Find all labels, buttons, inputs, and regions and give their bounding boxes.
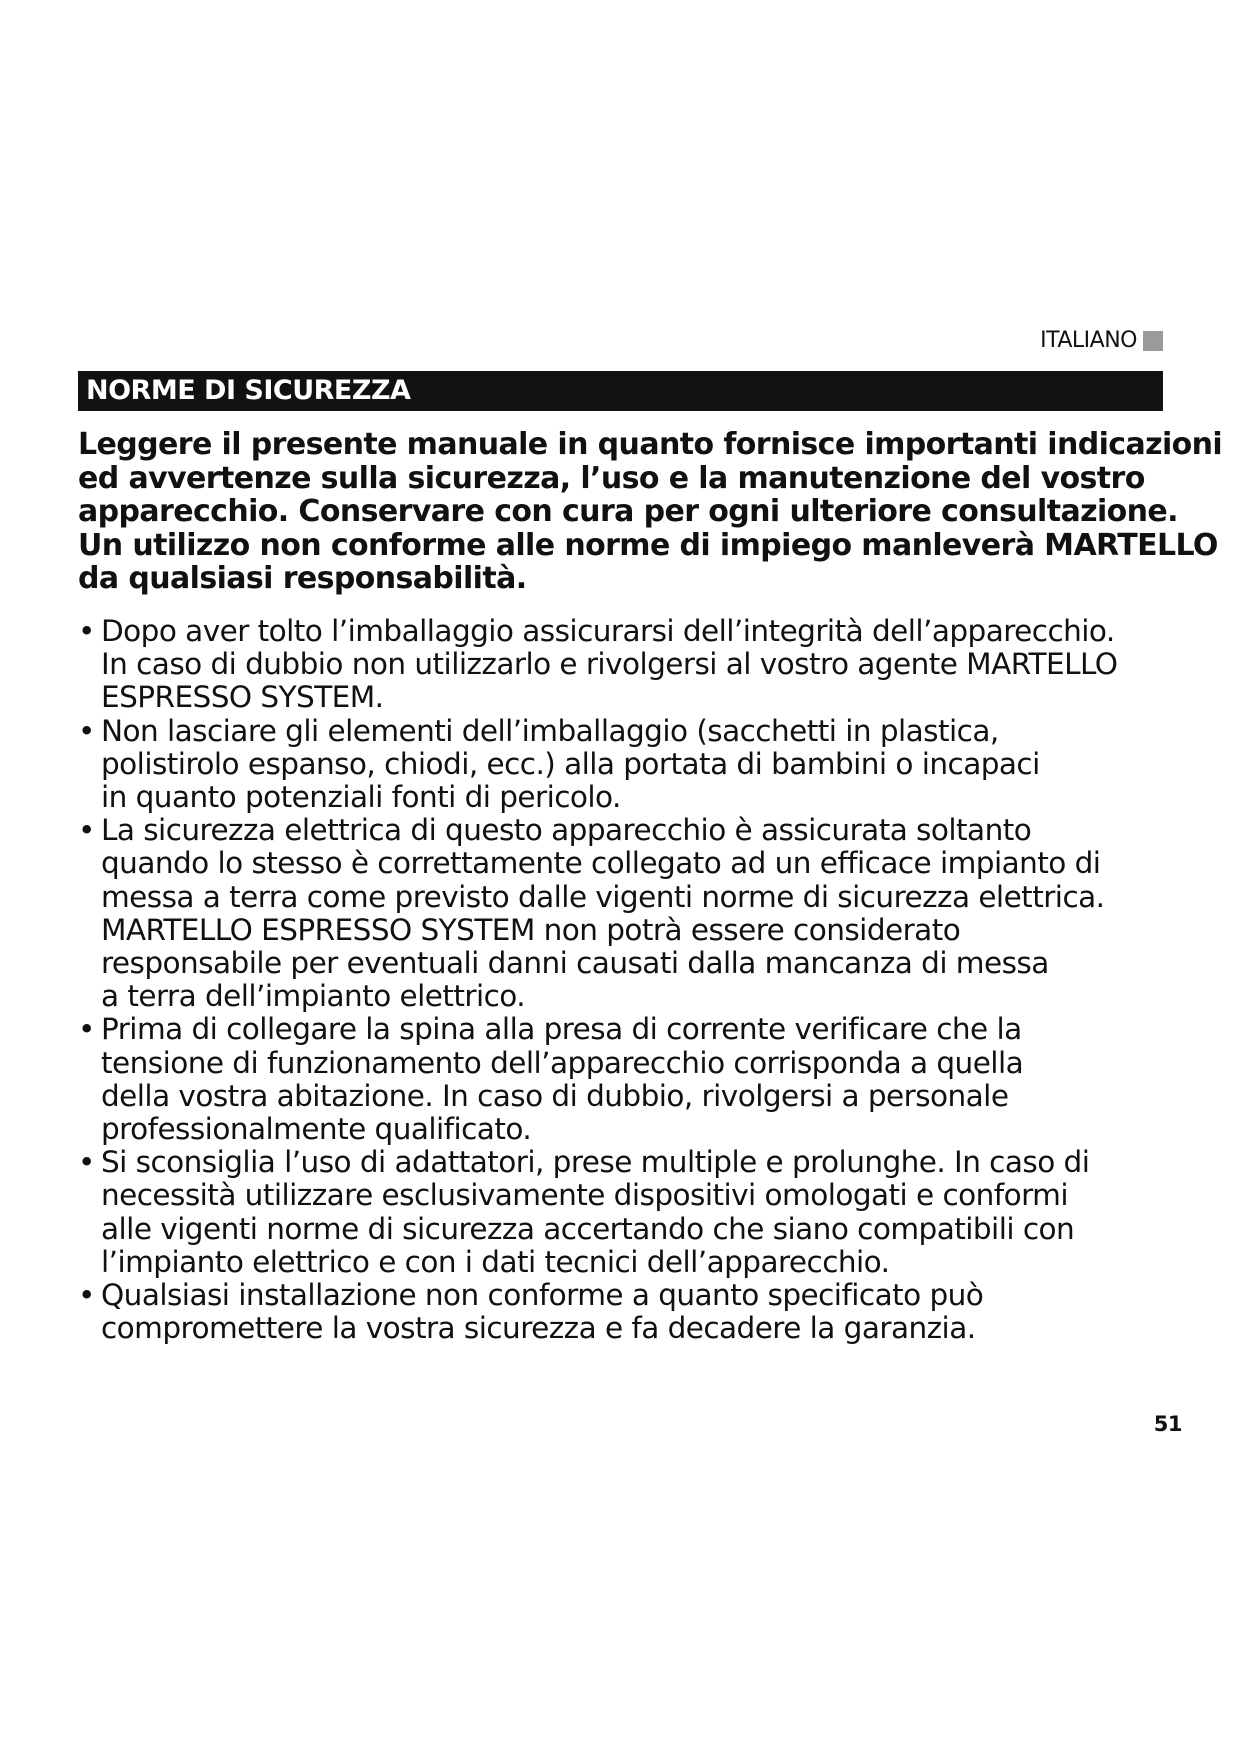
list-item-line: a terra dell’impianto elettrico. bbox=[101, 979, 526, 1014]
list-item-line: Si sconsiglia l’uso di adattatori, prese multiple e prolunghe. In caso di bbox=[101, 1145, 1090, 1180]
section-title: NORME DI SICUREZZA bbox=[86, 375, 411, 406]
list-item bbox=[78, 715, 1173, 815]
bullet-icon: • bbox=[78, 813, 95, 848]
bullet-icon: • bbox=[78, 713, 95, 748]
list-item-line: La sicurezza elettrica di questo apparecchio è assicurata soltanto bbox=[101, 813, 1032, 848]
list-item-line: necessità utilizzare esclusivamente dispositivi omologati e conformi bbox=[101, 1178, 1068, 1213]
list-item bbox=[78, 1146, 1173, 1279]
bullet-icon: • bbox=[78, 614, 95, 648]
list-item-line: tensione di funzionamento dell’apparecchio corrisponda a quella bbox=[101, 1045, 1024, 1080]
list-item-line: alle vigenti norme di sicurezza accertando che siano compatibili con bbox=[101, 1211, 1075, 1246]
page-number: 51 bbox=[1153, 1412, 1182, 1436]
list-item-line: polistirolo espanso, chiodi, ecc.) alla portata di bambini o incapaci bbox=[101, 746, 1040, 781]
list-item-line: in quanto potenziali fonti di pericolo. bbox=[101, 780, 621, 815]
section-title-bar bbox=[78, 371, 1163, 411]
intro-line: Un utilizzo non conforme alle norme di impiego manleverà MARTELLO bbox=[78, 527, 1218, 563]
list-item bbox=[78, 1013, 1173, 1146]
list-item-line: messa a terra come previsto dalle vigenti norme di sicurezza elettrica. bbox=[101, 879, 1105, 914]
intro-line: Leggere il presente manuale in quanto fornisce importanti indicazioni bbox=[78, 427, 1223, 462]
list-item bbox=[78, 1279, 1173, 1345]
list-item-line: l’impianto elettrico e con i dati tecnici dell’apparecchio. bbox=[101, 1244, 890, 1279]
list-item bbox=[78, 814, 1173, 1013]
list-item-line: della vostra abitazione. In caso di dubbio, rivolgersi a personale bbox=[101, 1078, 1009, 1113]
list-item-line: quando lo stesso è correttamente collegato ad un efficace impianto di bbox=[101, 846, 1101, 881]
bullet-icon: • bbox=[78, 1278, 95, 1313]
list-item bbox=[78, 615, 1173, 715]
language-marker-square bbox=[1143, 331, 1163, 351]
language-label bbox=[1040, 328, 1163, 353]
list-item-line: ESPRESSO SYSTEM. bbox=[101, 680, 384, 715]
list-item-line: responsabile per eventuali danni causati dalla mancanza di messa bbox=[101, 946, 1049, 981]
list-item-line: In caso di dubbio non utilizzarlo e rivolgersi al vostro agente MARTELLO bbox=[101, 647, 1118, 682]
bullet-icon: • bbox=[78, 1012, 95, 1047]
list-item-line: Dopo aver tolto l’imballaggio assicurarsi dell’integrità dell’apparecchio. bbox=[101, 614, 1115, 648]
list-item-line: compromettere la vostra sicurezza e fa decadere la garanzia. bbox=[101, 1311, 976, 1346]
language-text: ITALIANO bbox=[1040, 328, 1137, 353]
list-item-line: Non lasciare gli elementi dell’imballaggio (sacchetti in plastica, bbox=[101, 713, 999, 748]
intro-line: apparecchio. Conservare con cura per ogni ulteriore consultazione. bbox=[78, 494, 1178, 529]
list-item-line: Qualsiasi installazione non conforme a quanto specificato può bbox=[101, 1278, 984, 1313]
bullet-icon: • bbox=[78, 1145, 95, 1180]
intro-paragraph bbox=[78, 427, 1223, 596]
list-item-line: MARTELLO ESPRESSO SYSTEM non potrà essere considerato bbox=[101, 912, 961, 947]
intro-line: ed avvertenze sulla sicurezza, l’uso e la manutenzione del vostro bbox=[78, 460, 1145, 496]
intro-line: da qualsiasi responsabilità. bbox=[78, 561, 527, 596]
list-item-line: professionalmente qualificato. bbox=[101, 1112, 532, 1147]
list-item-line: Prima di collegare la spina alla presa di corrente verificare che la bbox=[101, 1012, 1022, 1047]
safety-rules-list bbox=[78, 615, 1173, 1345]
